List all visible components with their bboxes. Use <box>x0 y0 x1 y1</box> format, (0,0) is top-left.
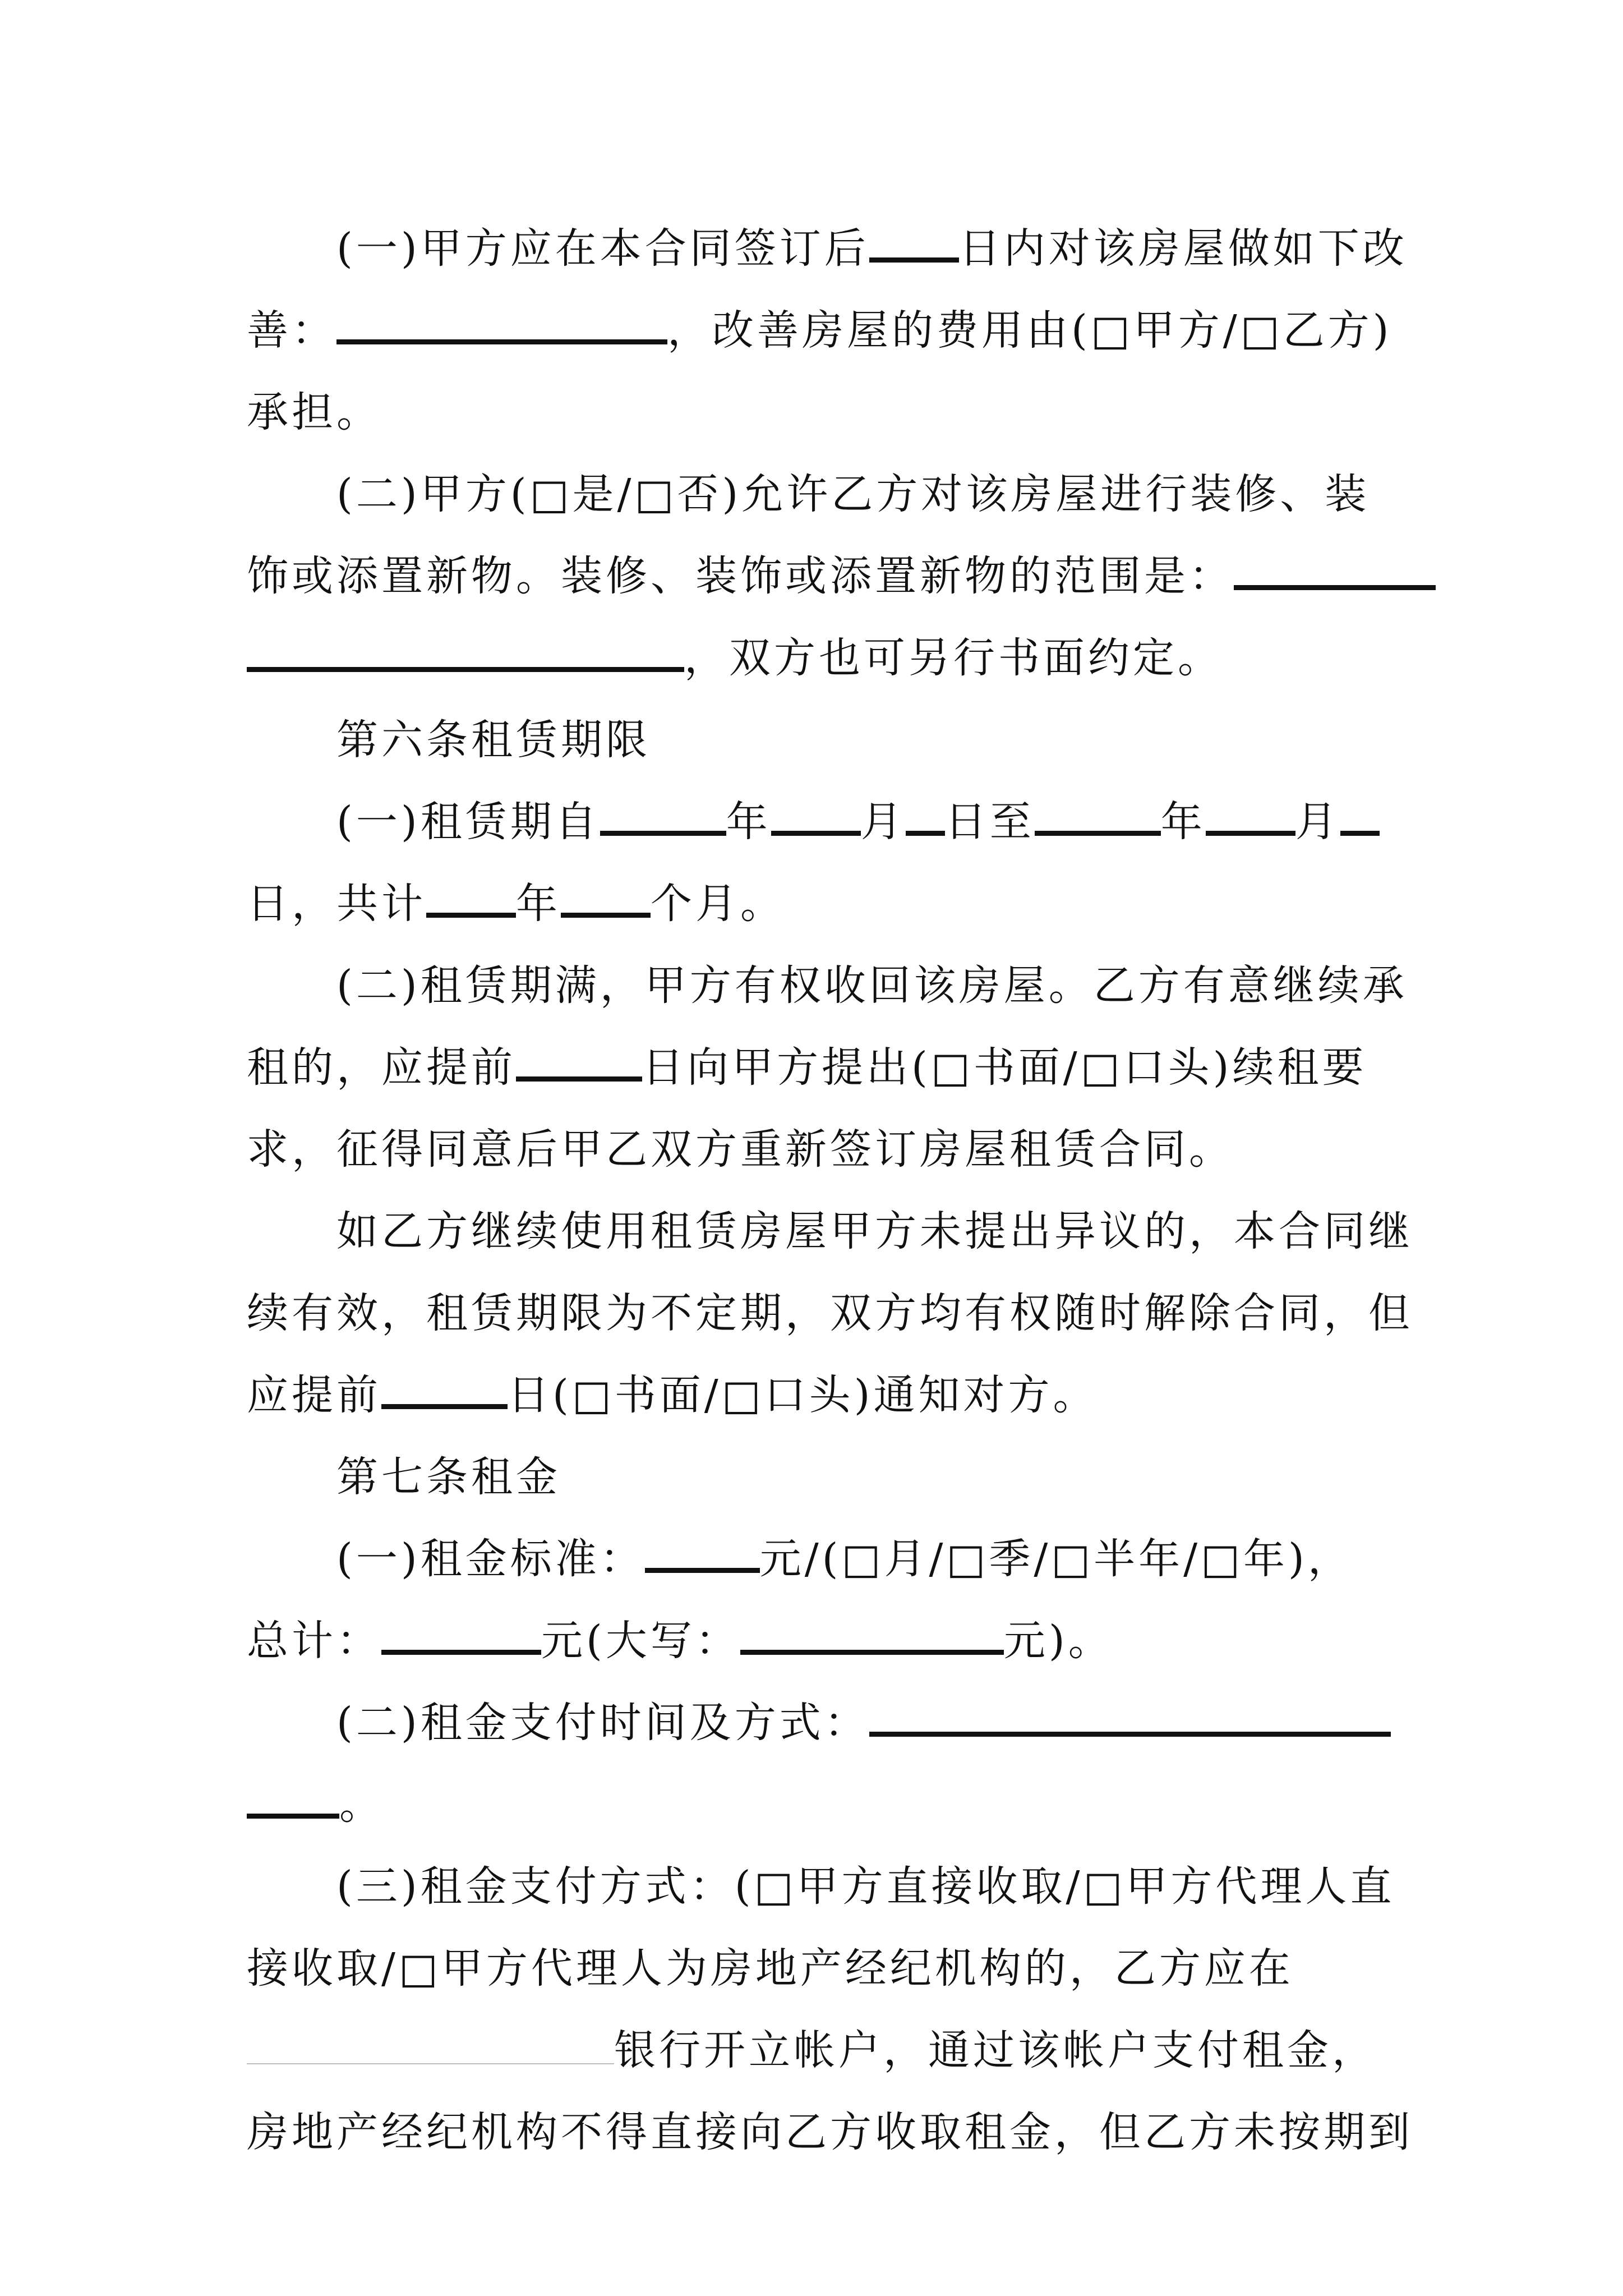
text: 个月。 <box>651 880 785 928</box>
clause-6-3-line-3 <box>247 1354 1385 1436</box>
text: 应提前 <box>247 1371 381 1419</box>
text: 日至 <box>944 798 1035 846</box>
blank-start-month <box>771 802 861 836</box>
clause-5-1-line-2 <box>247 289 1393 371</box>
blank-end-year <box>1035 802 1161 836</box>
clause-7-3-line-3 <box>247 2009 1385 2091</box>
blank-total-years <box>426 884 516 918</box>
clause-7-3-line-1 <box>247 1846 1395 1927</box>
text: 银行开立帐户，通过该帐户支付租金， <box>614 2026 1377 2074</box>
text: 续有效，租赁期限为不定期，双方均有权随时解除合同，但 <box>247 1289 1413 1337</box>
clause-5-1-line-3 <box>247 371 1385 453</box>
text: 。 <box>339 1780 384 1829</box>
clause-5-1-line-1 <box>247 208 1408 289</box>
clause-7-2-line-2 <box>247 1764 1385 1846</box>
text: ，改善房屋的费用由(□甲方/□乙方) <box>667 306 1393 355</box>
clause-5-2-line-1 <box>247 453 1385 535</box>
blank-total-amount <box>381 1621 541 1655</box>
text: 月 <box>860 798 906 846</box>
blank-bank-name <box>247 2034 614 2064</box>
blank-total-months <box>561 884 651 918</box>
text: 承担。 <box>247 388 381 436</box>
text: (二)甲方(□是/□否)允许乙方对该房屋进行装修、装 <box>336 470 1370 518</box>
clause-6-2-line-1 <box>247 945 1408 1027</box>
text: 日，共计 <box>247 880 426 928</box>
blank-end-month <box>1206 802 1295 836</box>
blank-start-day <box>906 802 945 836</box>
text: 月 <box>1295 798 1340 846</box>
clause-6-3-line-1 <box>247 1190 1413 1272</box>
text: 租的，应提前 <box>247 1043 516 1092</box>
text: 如乙方继续使用租赁房屋甲方未提出异议的，本合同继 <box>336 1207 1413 1255</box>
text: (三)租金支付方式：(□甲方直接收取/□甲方代理人直 <box>336 1862 1395 1911</box>
blank-renewal-days <box>516 1047 642 1082</box>
clause-5-2-line-2 <box>247 535 1385 617</box>
text: 年 <box>1160 798 1206 846</box>
blank-amount-in-words <box>740 1621 1004 1655</box>
clause-7-2-line-1 <box>247 1682 1385 1764</box>
blank-days <box>869 228 959 263</box>
text: (二)租赁期满，甲方有权收回该房屋。乙方有意继续承 <box>336 961 1408 1010</box>
blank-scope-2 <box>247 638 684 672</box>
blank-end-day <box>1340 802 1380 836</box>
text: 第七条租金 <box>336 1453 561 1501</box>
clause-6-2-line-3 <box>247 1108 1385 1190</box>
clause-5-2-line-3 <box>247 617 1385 699</box>
text: 元(大写： <box>541 1617 740 1665</box>
text: 日向甲方提出(□书面/□口头)续租要 <box>642 1043 1367 1092</box>
text: 善： <box>247 306 336 355</box>
text: 日内对该房屋做如下改 <box>958 224 1408 273</box>
text: 年 <box>726 798 771 846</box>
text: (一)租金标准： <box>336 1535 645 1583</box>
contract-body <box>247 208 1413 2173</box>
text: ，双方也可另行书面约定。 <box>684 634 1223 682</box>
text: 日(□书面/□口头)通知对方。 <box>508 1371 1098 1419</box>
clause-7-1-line-2 <box>247 1600 1385 1682</box>
clause-6-1-line-2 <box>247 863 1385 945</box>
text: 第六条租赁期限 <box>336 716 651 764</box>
clause-6-1-line-1 <box>247 781 1385 863</box>
text: 元)。 <box>1003 1617 1113 1665</box>
text: 房地产经纪机构不得直接向乙方收取租金，但乙方未按期到 <box>247 2108 1413 2156</box>
clause-6-2-line-2 <box>247 1027 1385 1108</box>
clause-7-1-line-1 <box>247 1518 1385 1600</box>
blank-payment-method-2 <box>247 1784 339 1819</box>
text: 元/(□月/□季/□半年/□年)， <box>759 1535 1353 1583</box>
clause-7-3-line-4 <box>247 2091 1413 2173</box>
clause-6-3-line-2 <box>247 1272 1413 1354</box>
clause-7-3-line-2 <box>247 1927 1385 2009</box>
text: 接收取/□甲方代理人为房地产经纪机构的，乙方应在 <box>247 1944 1294 1993</box>
blank-improvement <box>336 310 667 344</box>
text: 求，征得同意后甲乙双方重新签订房屋租赁合同。 <box>247 1125 1234 1174</box>
blank-notice-days <box>381 1375 508 1409</box>
blank-rent-amount <box>645 1539 760 1573</box>
article-6-heading <box>247 699 1385 781</box>
text: (二)租金支付时间及方式： <box>336 1699 869 1747</box>
blank-payment-method-1 <box>869 1703 1391 1737</box>
text: 饰或添置新物。装修、装饰或添置新物的范围是： <box>247 552 1234 600</box>
text: (一)甲方应在本合同签订后 <box>336 224 869 273</box>
blank-start-year <box>600 802 726 836</box>
text: (一)租赁期自 <box>336 798 600 846</box>
text: 年 <box>516 880 561 928</box>
blank-scope-1 <box>1234 556 1436 590</box>
text: 总计： <box>247 1617 381 1665</box>
article-7-heading <box>247 1436 1385 1518</box>
